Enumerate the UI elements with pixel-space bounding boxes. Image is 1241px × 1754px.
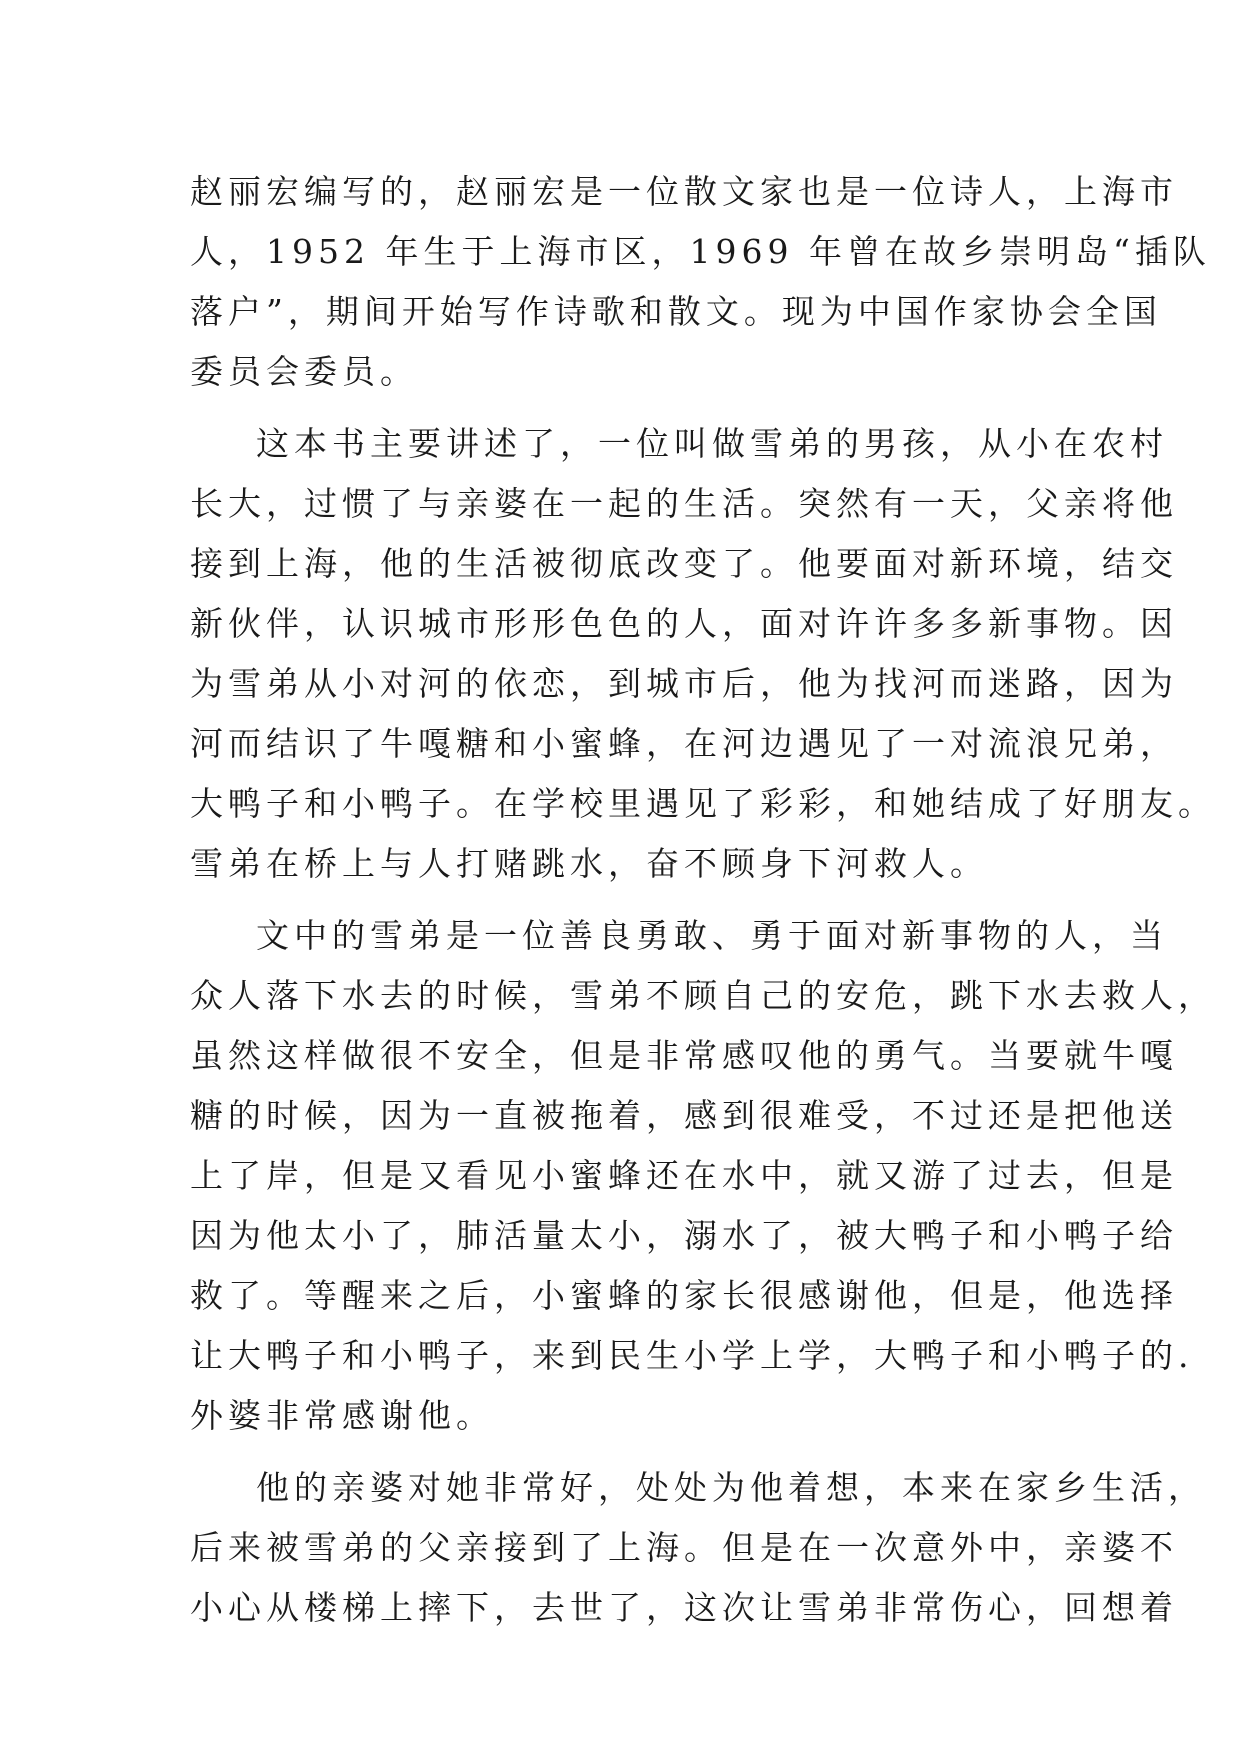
text-line: 小心从楼梯上摔下，去世了，这次让雪弟非常伤心，回想着 [190,1588,1178,1627]
text-line: 长大，过惯了与亲婆在一起的生活。突然有一天，父亲将他 [190,484,1178,523]
paragraph-character-analysis [190,906,1216,1446]
paragraph-gap [190,1446,1052,1458]
paragraph-author-intro [190,162,1211,402]
paragraph-gap [190,894,1052,906]
text-line: 让大鸭子和小鸭子，来到民生小学上学，大鸭子和小鸭子的. [190,1336,1194,1375]
text-line: 为雪弟从小对河的依恋，到城市后，他为找河而迷路，因为 [190,664,1178,703]
text-line: 上了岸，但是又看见小蜜蜂还在水中，就又游了过去，但是 [190,1156,1178,1195]
text-line: 因为他太小了，肺活量太小，溺水了，被大鸭子和小鸭子给 [190,1216,1178,1255]
text-line: 雪弟在桥上与人打赌跳水，奋不顾身下河救人。 [190,844,988,883]
text-line: 接到上海，他的生活被彻底改变了。他要面对新环境，结交 [190,544,1178,583]
text-line: 众人落下水去的时候，雪弟不顾自己的安危，跳下水去救人， [190,976,1216,1015]
text-line: 河而结识了牛嘎糖和小蜜蜂，在河边遇见了一对流浪兄弟， [190,724,1178,763]
text-line: 救了。等醒来之后，小蜜蜂的家长很感谢他，但是，他选择 [190,1276,1178,1315]
paragraph-book-summary [190,414,1216,894]
text-line: 大鸭子和小鸭子。在学校里遇见了彩彩，和她结成了好朋友。 [190,784,1216,823]
paragraph-gap [190,402,1052,414]
text-line: 赵丽宏编写的，赵丽宏是一位散文家也是一位诗人，上海市 [190,172,1178,211]
text-line: 落户”，期间开始写作诗歌和散文。现为中国作家协会全国 [190,292,1162,331]
text-line: 文中的雪弟是一位善良勇敢、勇于面对新事物的人，当 [256,916,1168,955]
text-line: 这本书主要讲述了，一位叫做雪弟的男孩，从小在农村 [256,424,1168,463]
text-line: 虽然这样做很不安全，但是非常感叹他的勇气。当要就牛嘎 [190,1036,1178,1075]
text-line: 外婆非常感谢他。 [190,1396,494,1435]
text-line: 委员会委员。 [190,352,418,391]
text-line: 糖的时候，因为一直被拖着，感到很难受，不过还是把他送 [190,1096,1178,1135]
text-line: 后来被雪弟的父亲接到了上海。但是在一次意外中，亲婆不 [190,1528,1178,1567]
text-line: 人，1952 年生于上海市区，1969 年曾在故乡崇明岛“插队 [190,232,1211,271]
paragraph-grandmother [190,1458,1206,1638]
text-line: 新伙伴，认识城市形形色色的人，面对许许多多新事物。因 [190,604,1178,643]
text-line: 他的亲婆对她非常好，处处为他着想，本来在家乡生活， [256,1468,1206,1507]
document-body [190,162,1216,1638]
